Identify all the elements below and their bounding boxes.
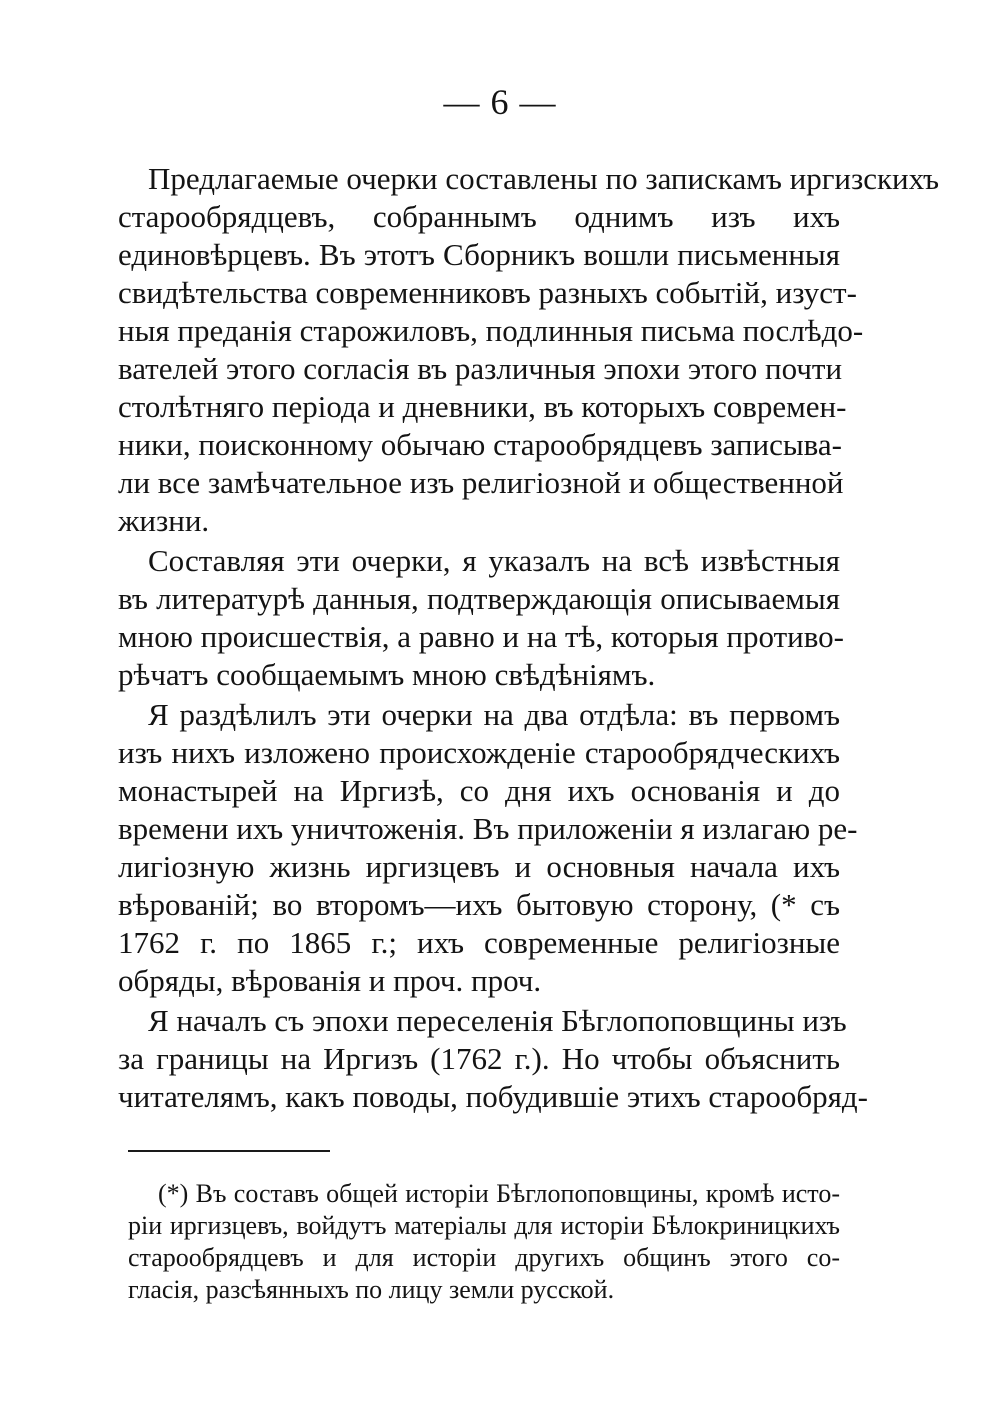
text-line: времени ихъ уничтоженія. Въ приложеніи я излагаю ре- <box>118 811 858 846</box>
text-line: ли все замѣчательное изъ религіозной и общественной <box>118 465 844 500</box>
text-line: 1762 г. по 1865 г.; ихъ современные религіозные <box>118 925 840 960</box>
text-line: столѣтняго періода и дневники, въ которыхъ современ- <box>118 389 847 424</box>
text-line: въ литературѣ данныя, подтверждающія описываемыя <box>118 581 840 616</box>
text-line: единовѣрцевъ. Въ этотъ Сборникъ вошли письменныя <box>118 237 840 272</box>
text-line: ники, поисконному обычаю старообрядцевъ записыва- <box>118 427 842 462</box>
text-line: свидѣтельства современниковъ разныхъ событій, изуст- <box>118 275 857 310</box>
text-line: Я раздѣлилъ эти очерки на два отдѣла: въ первомъ <box>148 697 840 732</box>
text-line: ныя преданія старожиловъ, подлинныя письма послѣдо- <box>118 313 864 348</box>
text-line: читателямъ, какъ поводы, побудившіе этихъ старообряд- <box>118 1079 868 1114</box>
text-line: старообрядцевъ, собраннымъ однимъ изъ ихъ <box>118 199 840 234</box>
text-line: мною происшествія, а равно и на тѣ, которыя противо- <box>118 619 844 654</box>
footnote-line: старообрядцевъ и для исторіи другихъ общинъ этого со- <box>128 1243 840 1272</box>
text-line: рѣчатъ сообщаемымъ мною свѣдѣніямъ. <box>118 657 656 692</box>
text-line: Составляя эти очерки, я указалъ на всѣ извѣстныя <box>148 543 840 578</box>
text-line: Я началъ съ эпохи переселенія Бѣглопоповщины изъ <box>148 1003 847 1038</box>
footnote-line: (*) Въ составъ общей исторіи Бѣглопоповщины, кромѣ исто- <box>158 1179 840 1208</box>
text-line: обряды, вѣрованія и проч. проч. <box>118 963 542 998</box>
text-line: лигіозную жизнь иргизцевъ и основныя начала ихъ <box>118 849 840 884</box>
text-line: вателей этого согласія въ различныя эпохи этого почти <box>118 351 843 386</box>
footnote-line: ріи иргизцевъ, войдутъ матеріалы для исторіи Бѣлокриницкихъ <box>128 1211 840 1240</box>
footnote-divider <box>128 1150 330 1152</box>
text-line: изъ нихъ изложено происхожденіе старообрядческихъ <box>118 735 840 770</box>
page-number: — 6 — <box>443 82 557 122</box>
text-line: монастырей на Иргизѣ, со дня ихъ основанія и до <box>118 773 840 808</box>
footnote-line: гласія, разсѣянныхъ по лицу земли русской. <box>128 1275 615 1304</box>
text-line: за границы на Иргизъ (1762 г.). Но чтобы объяснить <box>118 1041 840 1076</box>
text-line: вѣрованій; во второмъ—ихъ бытовую сторону, (* съ <box>118 887 840 922</box>
text-line: жизни. <box>118 503 210 538</box>
text-line: Предлагаемые очерки составлены по запискамъ иргизскихъ <box>148 161 939 196</box>
